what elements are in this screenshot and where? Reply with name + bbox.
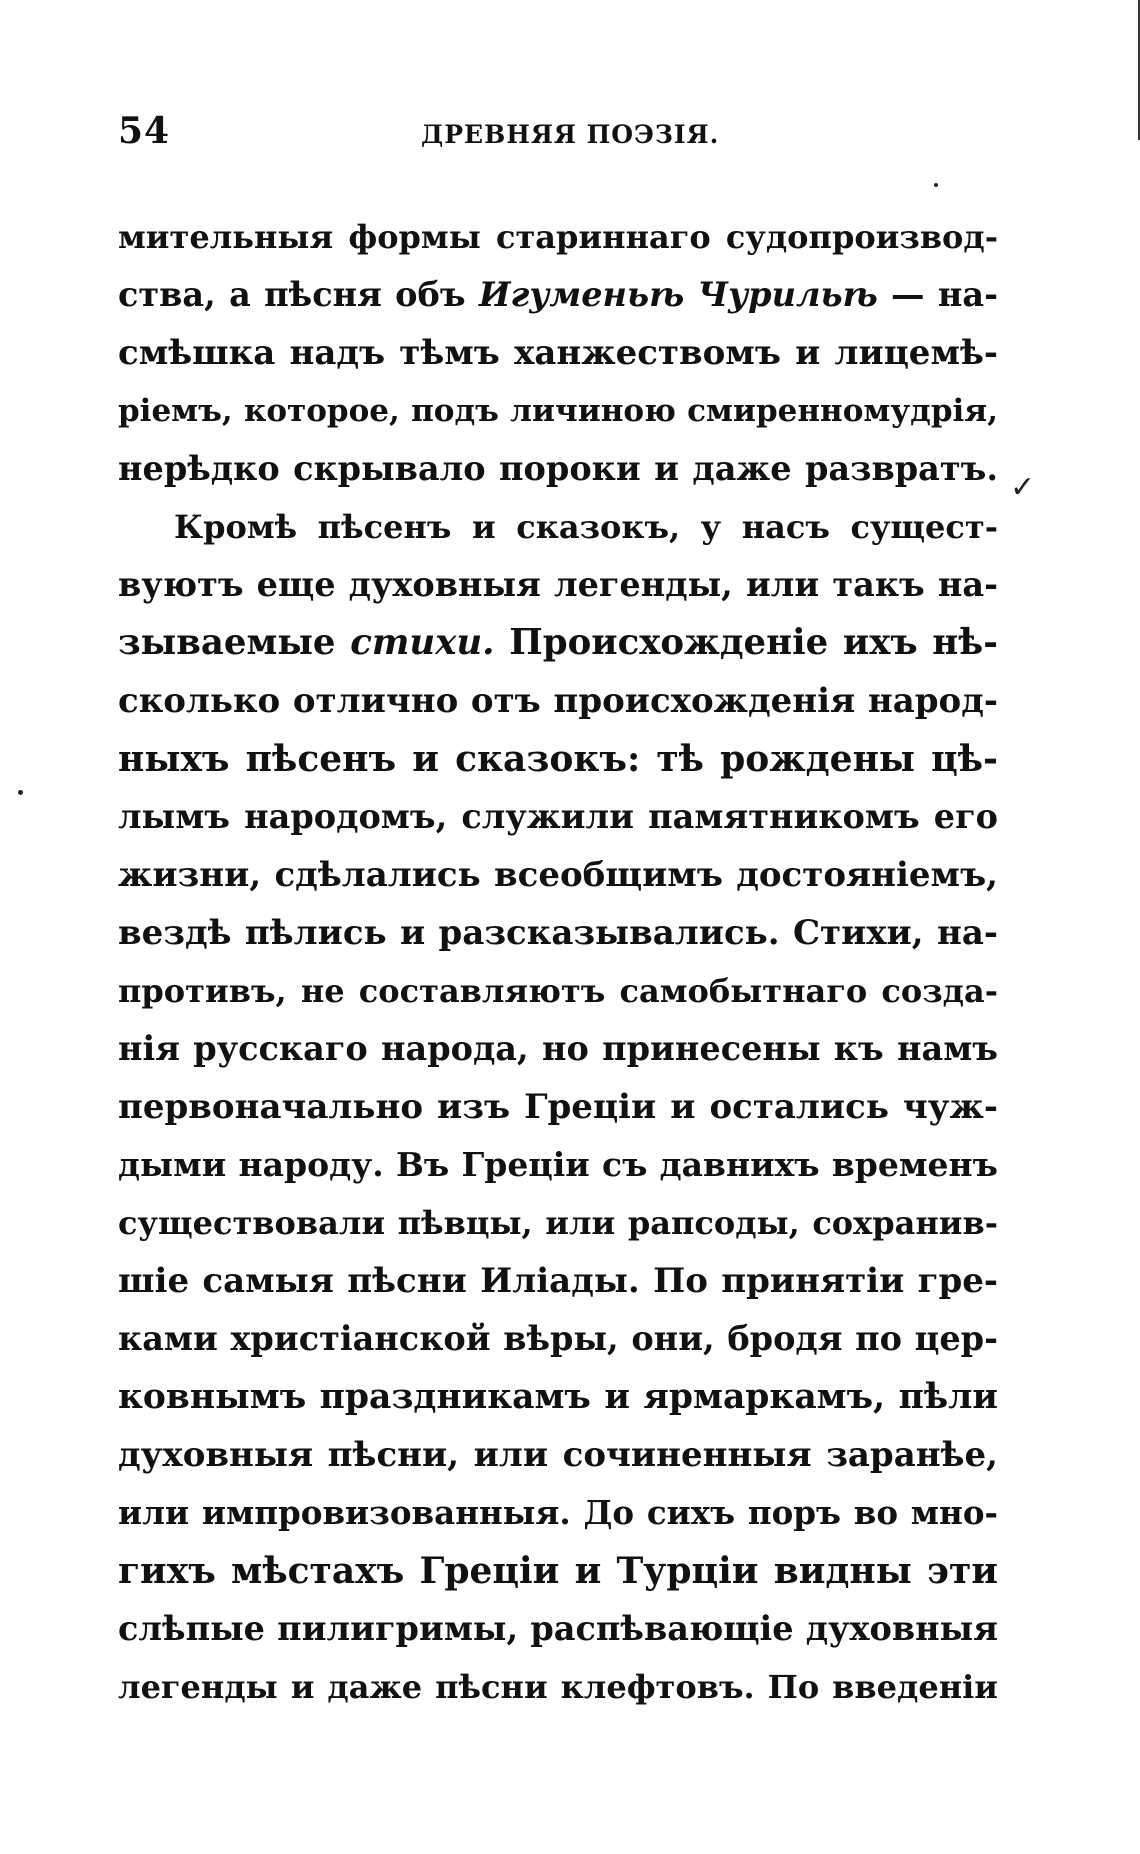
text-line-content: вуютъ еще духовныя легенды, или такъ на-: [118, 565, 998, 604]
text-line-content: нерѣдко скрывало пороки и даже развратъ.: [118, 449, 998, 488]
text-line: [118, 1542, 998, 1600]
text-line: [118, 1600, 998, 1658]
text-line-content: ріемъ, которое, подъ личиною смиренномудрія,: [118, 393, 998, 429]
text-line-content: шіе самыя пѣсни Иліады. По принятіи гре-: [118, 1261, 998, 1301]
text-line-content: существовали пѣвцы, или рапсоды, сохранив-: [118, 1204, 998, 1242]
italic-phrase: Игуменьѣ Чурильѣ: [478, 275, 878, 314]
ink-speck: [18, 790, 23, 795]
text-line-content: ками христіанской вѣры, они, бродя по цер-: [118, 1319, 998, 1358]
ink-speck: [934, 183, 938, 187]
text-line-content: ковнымъ праздникамъ и ярмаркамъ, пѣли: [118, 1377, 998, 1417]
text-line: [118, 1078, 998, 1136]
margin-checkmark: ✓: [1010, 470, 1036, 505]
text-line: [118, 1426, 998, 1484]
page-number: 54: [118, 110, 171, 152]
text-line: [118, 1136, 998, 1194]
text-line-content: ныхъ пѣсенъ и сказокъ: тѣ рождены цѣ-: [118, 738, 998, 780]
page-header: [118, 110, 998, 160]
text-line: [118, 266, 998, 324]
text-line-part: — на-: [877, 275, 998, 314]
text-line: [118, 556, 998, 614]
text-line-content: легенды и даже пѣсни клефтовъ. По введеніи: [118, 1668, 998, 1706]
text-line-content: лымъ народомъ, служили памятникомъ его: [118, 797, 998, 836]
text-line: [118, 1368, 998, 1426]
text-line-content: дыми народу. Въ Греціи съ давнихъ временъ: [118, 1145, 998, 1184]
text-line-content: мительныя формы стариннаго судопроизвод-: [118, 218, 998, 256]
text-line-content: смѣшка надъ тѣмъ ханжествомъ и лицемѣ-: [118, 333, 998, 373]
text-line: [118, 730, 998, 788]
text-line-content: Кромѣ пѣсенъ и сказокъ, у насъ сущест-: [174, 508, 998, 546]
text-line: [118, 1484, 998, 1542]
text-line: [118, 672, 998, 730]
text-line-part: Происхожденіе ихъ нѣ-: [494, 622, 998, 663]
text-line: [118, 614, 998, 672]
text-line: [118, 846, 998, 904]
body-text: [118, 208, 998, 1716]
text-line-content: жизни, сдѣлались всеобщимъ достояніемъ,: [118, 855, 998, 895]
text-line-content: нія русскаго народа, но принесены къ намъ: [118, 1029, 998, 1068]
running-title: ДРЕВНЯЯ ПОЭЗІЯ.: [421, 120, 720, 149]
text-line-content: гихъ мѣстахъ Греціи и Турціи видны эти: [118, 1550, 998, 1592]
text-line-content: вездѣ пѣлись и разсказывались. Стихи, на-: [118, 913, 998, 953]
text-line: [118, 208, 998, 266]
italic-phrase: стихи.: [350, 622, 495, 663]
text-line-part: ства, а пѣсня объ: [118, 275, 479, 314]
text-line-content: духовныя пѣсни, или сочиненныя заранѣе,: [118, 1435, 998, 1475]
text-line: [118, 324, 998, 382]
text-line-content: слѣпые пилигримы, распѣвающіе духовныя: [118, 1609, 998, 1648]
text-line: [118, 382, 998, 440]
text-line: [118, 1020, 998, 1078]
text-line: [118, 1252, 998, 1310]
text-line-part: зываемые: [118, 622, 351, 663]
text-line: [118, 1194, 998, 1252]
text-line-content: или импровизованныя. До сихъ поръ во мно-: [118, 1493, 998, 1532]
text-line-content: первоначально изъ Греціи и остались чуж-: [118, 1087, 998, 1127]
text-line: [118, 1310, 998, 1368]
text-line-content: противъ, не составляютъ самобытнаго созда-: [118, 972, 998, 1010]
text-line: [118, 440, 998, 498]
text-line-content: сколько отлично отъ происхожденія народ-: [118, 681, 998, 721]
text-line: [118, 962, 998, 1020]
text-line: [118, 788, 998, 846]
text-line: [118, 1658, 998, 1716]
text-line: [118, 904, 998, 962]
text-line: [118, 498, 998, 556]
